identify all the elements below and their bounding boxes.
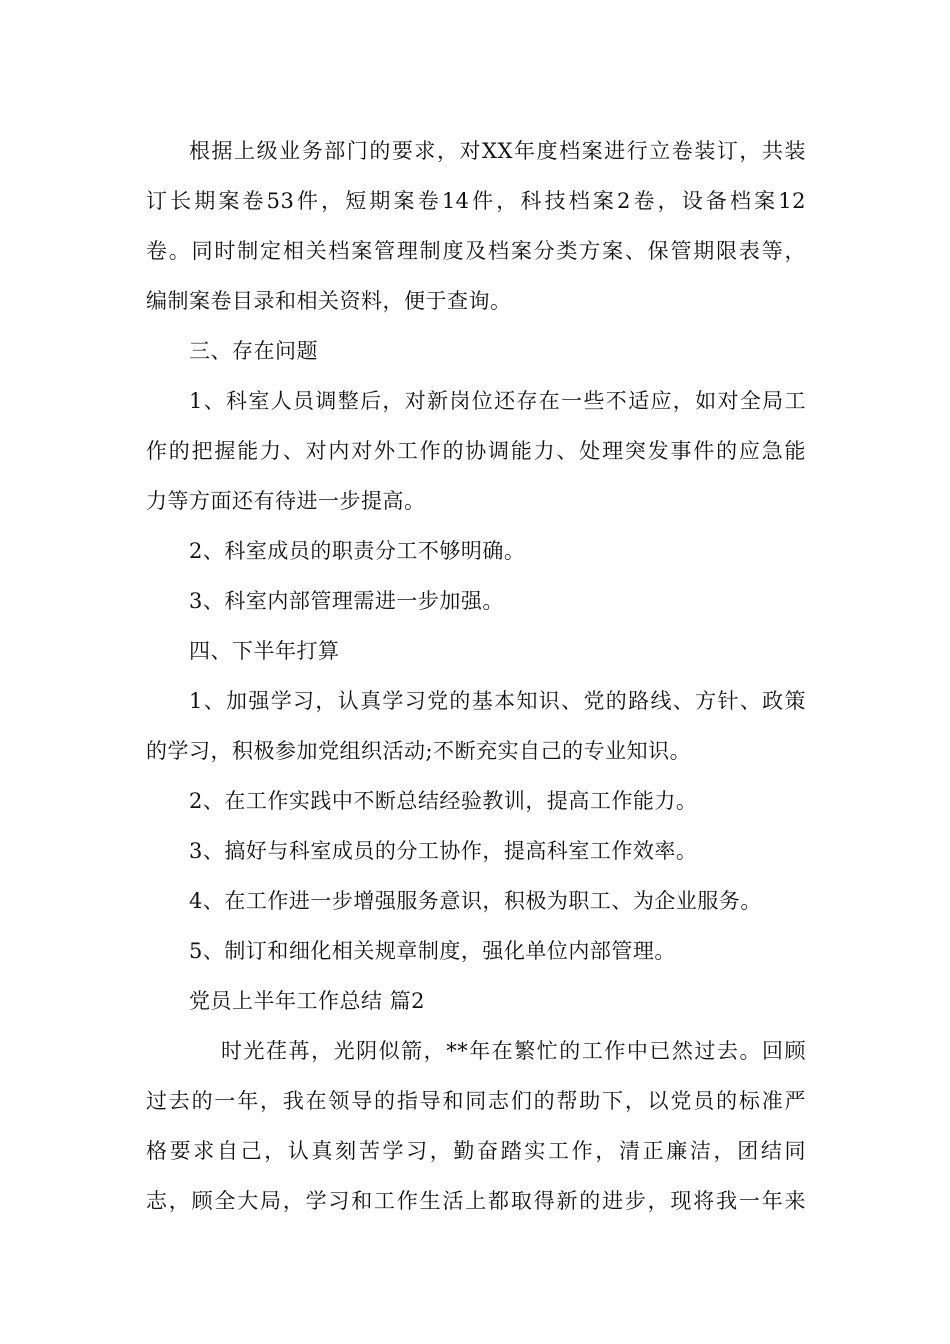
heading-plan: 四、下半年打算	[189, 639, 340, 663]
archive-paragraph-line-2: 订长期案卷53件，短期案卷14件，科技档案2卷，设备档案12	[146, 189, 806, 213]
archive-paragraph-line-3: 卷。同时制定相关档案管理制度及档案分类方案、保管期限表等，	[146, 239, 806, 263]
intro-line-4: 志，顾全大局，学习和工作生活上都取得新的进步，现将我一年来	[146, 1189, 806, 1213]
problem-2: 2、科室成员的职责分工不够明确。	[189, 539, 526, 563]
problem-1-line-1: 1、科室人员调整后，对新岗位还存在一些不适应，如对全局工	[189, 389, 806, 413]
plan-1-line-1: 1、加强学习，认真学习党的基本知识、党的路线、方针、政策	[189, 689, 806, 713]
plan-2: 2、在工作实践中不断总结经验教训，提高工作能力。	[189, 789, 698, 813]
problem-3: 3、科室内部管理需进一步加强。	[189, 589, 504, 613]
archive-paragraph-line-1: 根据上级业务部门的要求，对XX年度档案进行立卷装订，共装	[189, 139, 806, 163]
plan-4: 4、在工作进一步增强服务意识，积极为职工、为企业服务。	[189, 889, 762, 913]
intro-line-3: 格要求自己，认真刻苦学习，勤奋踏实工作，清正廉洁，团结同	[146, 1139, 806, 1163]
plan-1-line-2: 的学习，积极参加党组织活动;不断充实自己的专业知识。	[146, 739, 692, 763]
archive-paragraph-line-4: 编制案卷目录和相关资料，便于查询。	[146, 289, 512, 313]
plan-5: 5、制订和细化相关规章制度，强化单位内部管理。	[189, 939, 676, 963]
intro-line-1: 时光荏苒，光阴似箭，**年在繁忙的工作中已然过去。回顾	[221, 1039, 806, 1063]
intro-line-2: 过去的一年，我在领导的指导和同志们的帮助下，以党员的标准严	[146, 1089, 806, 1113]
section-title: 党员上半年工作总结 篇2	[189, 989, 426, 1013]
heading-problems: 三、存在问题	[189, 339, 318, 363]
problem-1-line-2: 作的把握能力、对内对外工作的协调能力、处理突发事件的应急能	[146, 439, 806, 463]
plan-3: 3、搞好与科室成员的分工协作，提高科室工作效率。	[189, 839, 698, 863]
problem-1-line-3: 力等方面还有待进一步提高。	[146, 489, 426, 513]
